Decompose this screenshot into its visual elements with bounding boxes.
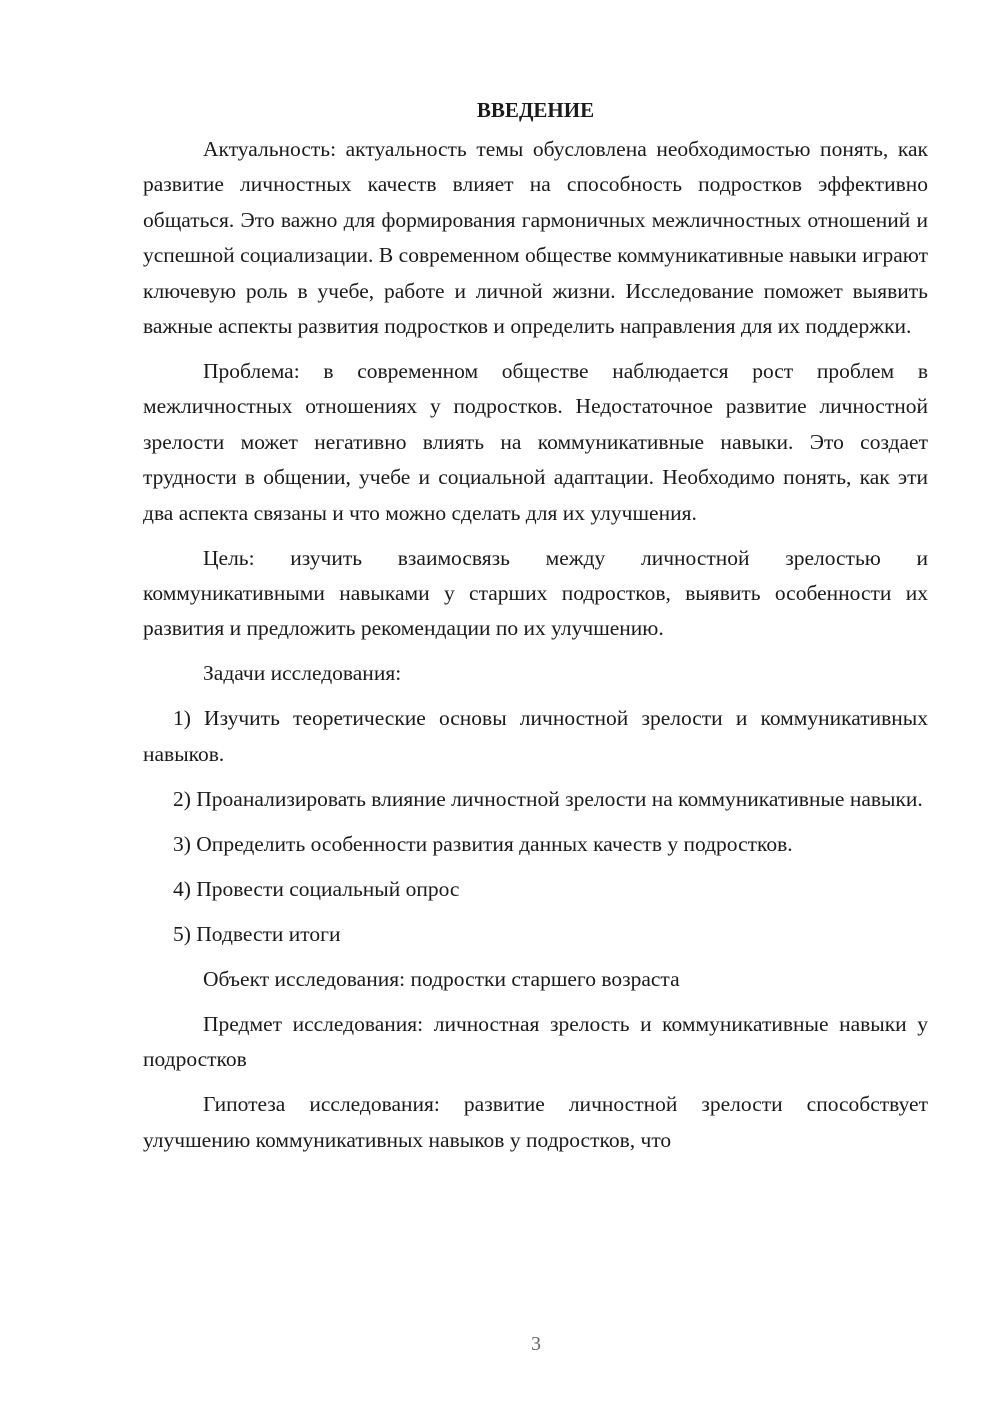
paragraph-hypothesis: Гипотеза исследования: развитие личностной зрелости способствует улучшению коммуникативных навыков у подростков, что [143,1092,928,1152]
task-item-4: 4) Провести социальный опрос [173,876,460,901]
task-item-2: 2) Проанализировать влияние личностной зрелости на коммуникативные навыки. [173,786,923,811]
task-item-3: 3) Определить особенности развития данных качеств у подростков. [173,831,793,856]
document-page [143,92,928,1168]
paragraph-relevance: Актуальность: актуальность темы обусловлена необходимостью понять, как развитие личностных качеств влияет на способность подростков эффективно общаться. Это важно для формирования гармоничных межличностных отношений и успешной социализации. В современном обществе коммуникативные навыки играют ключевую роль в учебе, работе и личной жизни. Исследование поможет выявить важные аспекты развития подростков и определить направления для их поддержки. [143,137,928,339]
paragraph-subject: Предмет исследования: личностная зрелость и коммуникативные навыки у подростков [143,1011,928,1072]
task-item-5: 5) Подвести итоги [173,921,341,946]
paragraph-tasks-heading: Задачи исследования: [203,661,402,686]
paragraph-goal: Цель: изучить взаимосвязь между личностной зрелостью и коммуникативными навыками у старших подростков, выявить особенности их развития и предложить рекомендации по их улучшению. [143,545,928,641]
paragraph-problem: Проблема: в современном обществе наблюдается рост проблем в межличностных отношениях у подростков. Недостаточное развитие личностной зрелости может негативно влиять на коммуникативные навыки. Это создает трудности в общении, учебе и социальной адаптации. Необходимо понять, как эти два аспекта связаны и что можно сделать для их улучшения. [143,359,928,525]
page-number: 3 [531,1333,541,1355]
paragraph-object: Объект исследования: подростки старшего возраста [203,966,680,991]
task-item-1: 1) Изучить теоретические основы личностной зрелости и коммуникативных навыков. [143,706,928,766]
page-title: ВВЕДЕНИЕ [476,98,595,122]
